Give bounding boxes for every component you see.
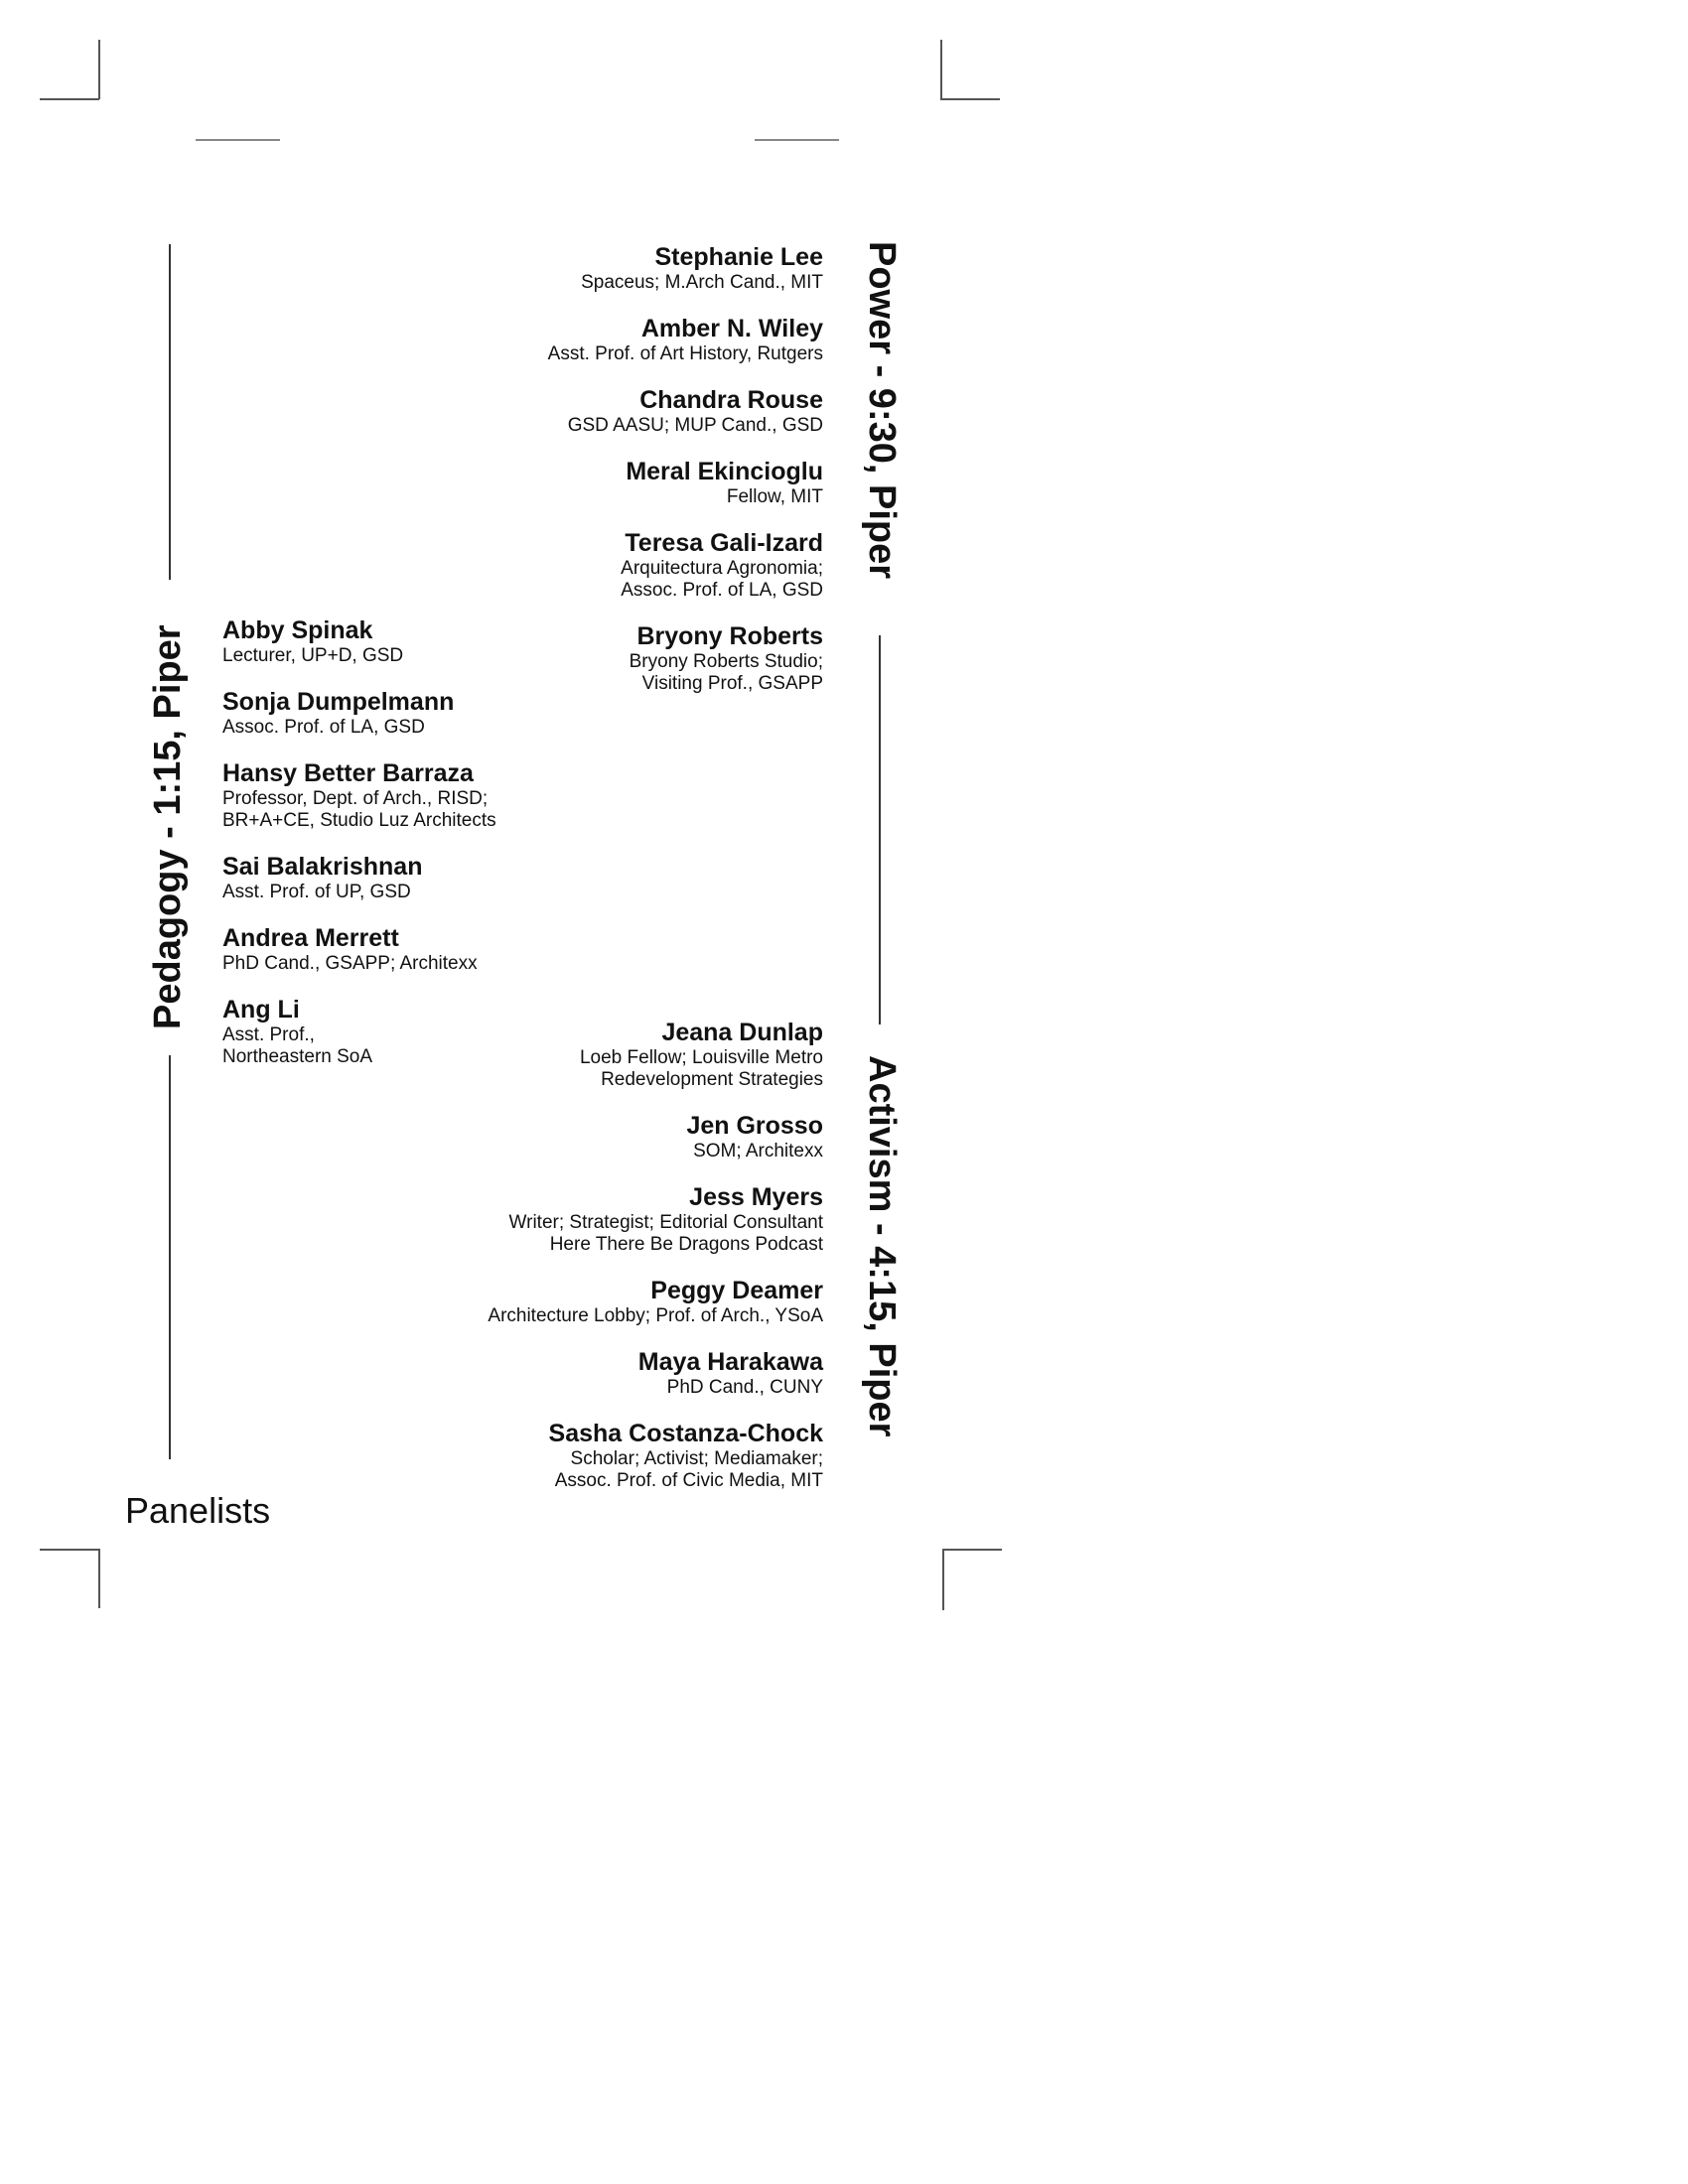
panelist-entry — [488, 1182, 823, 1256]
section-title-activism: Activism - 4:15, Piper — [861, 1055, 903, 1437]
panelist-name: Chandra Rouse — [639, 386, 823, 414]
panelist-name: Amber N. Wiley — [640, 315, 823, 342]
panelist-affiliation: PhD Cand., GSAPP; Architexx — [222, 953, 478, 974]
power-panelist-list — [548, 242, 823, 715]
panelist-name: Sonja Dumpelmann — [222, 688, 455, 716]
panelist-affiliation: Writer; Strategist; Editorial Consultant — [508, 1212, 823, 1233]
panelist-affiliation: Lecturer, UP+D, GSD — [222, 645, 404, 666]
panelist-affiliation: GSD AASU; MUP Cand., GSD — [567, 415, 823, 436]
panelist-affiliation: SOM; Architexx — [693, 1141, 823, 1161]
panelist-name: Maya Harakawa — [637, 1348, 823, 1376]
panelist-affiliation: Architecture Lobby; Prof. of Arch., YSoA — [488, 1305, 823, 1326]
panelist-name: Sasha Costanza-Chock — [548, 1420, 823, 1447]
panelist-name: Andrea Merrett — [222, 924, 399, 952]
panelist-entry — [488, 1276, 823, 1327]
power-rule — [879, 635, 881, 1024]
panelist-affiliation: Redevelopment Strategies — [601, 1069, 823, 1090]
panelist-name: Sai Balakrishnan — [222, 853, 423, 881]
panelist-affiliation: Northeastern SoA — [222, 1046, 373, 1067]
panelist-affiliation: Fellow, MIT — [726, 486, 823, 507]
pedagogy-panelist-list — [222, 615, 496, 1088]
pedagogy-rule-top — [169, 244, 171, 580]
panelist-affiliation: Spaceus; M.Arch Cand., MIT — [581, 272, 823, 293]
panelist-name: Meral Ekincioglu — [626, 458, 823, 485]
panelist-name: Bryony Roberts — [636, 622, 823, 650]
panelist-entry — [488, 1111, 823, 1162]
fold-mark-left — [196, 139, 280, 141]
panelist-affiliation: BR+A+CE, Studio Luz Architects — [222, 810, 496, 831]
pedagogy-rule-bottom — [169, 1055, 171, 1459]
panelist-entry — [488, 1347, 823, 1399]
panelist-entry — [548, 621, 823, 695]
panelist-entry — [222, 852, 496, 903]
fold-mark-right — [755, 139, 839, 141]
panelist-affiliation: Professor, Dept. of Arch., RISD; — [222, 788, 489, 809]
panelist-affiliation: Assoc. Prof. of Civic Media, MIT — [554, 1470, 823, 1491]
panelist-name: Peggy Deamer — [650, 1277, 823, 1304]
panelist-entry — [548, 242, 823, 294]
panelist-affiliation: Assoc. Prof. of LA, GSD — [222, 717, 425, 738]
panelist-entry — [222, 687, 496, 739]
panelist-affiliation: Visiting Prof., GSAPP — [641, 673, 823, 694]
panelist-entry — [548, 385, 823, 437]
panelist-affiliation: Here There Be Dragons Podcast — [549, 1234, 823, 1255]
panelist-name: Stephanie Lee — [654, 243, 823, 271]
panelist-name: Hansy Better Barraza — [222, 759, 474, 787]
panelist-entry — [488, 1018, 823, 1091]
section-title-pedagogy: Pedagogy - 1:15, Piper — [147, 624, 189, 1029]
panelist-affiliation: Asst. Prof., — [222, 1024, 315, 1045]
panelist-entry — [488, 1419, 823, 1492]
page-label: Panelists — [125, 1490, 271, 1531]
panelist-affiliation: PhD Cand., CUNY — [666, 1377, 823, 1398]
panelist-entry — [548, 314, 823, 365]
panelist-affiliation: Arquitectura Agronomia; — [621, 558, 823, 579]
activism-panelist-list — [488, 1018, 823, 1512]
panelist-affiliation: Loeb Fellow; Louisville Metro — [579, 1047, 823, 1068]
panelist-affiliation: Bryony Roberts Studio; — [629, 651, 823, 672]
panelist-entry — [222, 995, 496, 1068]
panelist-name: Ang Li — [222, 996, 300, 1024]
panelist-name: Teresa Gali-Izard — [625, 529, 823, 557]
panelist-entry — [548, 457, 823, 508]
section-title-power: Power - 9:30, Piper — [861, 241, 903, 580]
panelist-entry — [222, 615, 496, 667]
panelist-name: Jeana Dunlap — [661, 1019, 823, 1046]
panelist-name: Jess Myers — [689, 1183, 823, 1211]
panelist-affiliation: Scholar; Activist; Mediamaker; — [570, 1448, 823, 1469]
panelist-entry — [222, 923, 496, 975]
panelist-entry — [222, 758, 496, 832]
panelist-affiliation: Asst. Prof. of Art History, Rutgers — [547, 343, 823, 364]
panelist-name: Abby Spinak — [222, 616, 373, 644]
panelist-affiliation: Asst. Prof. of UP, GSD — [222, 882, 411, 902]
panelist-affiliation: Assoc. Prof. of LA, GSD — [621, 580, 823, 601]
panelist-entry — [548, 528, 823, 602]
panelist-name: Jen Grosso — [686, 1112, 823, 1140]
